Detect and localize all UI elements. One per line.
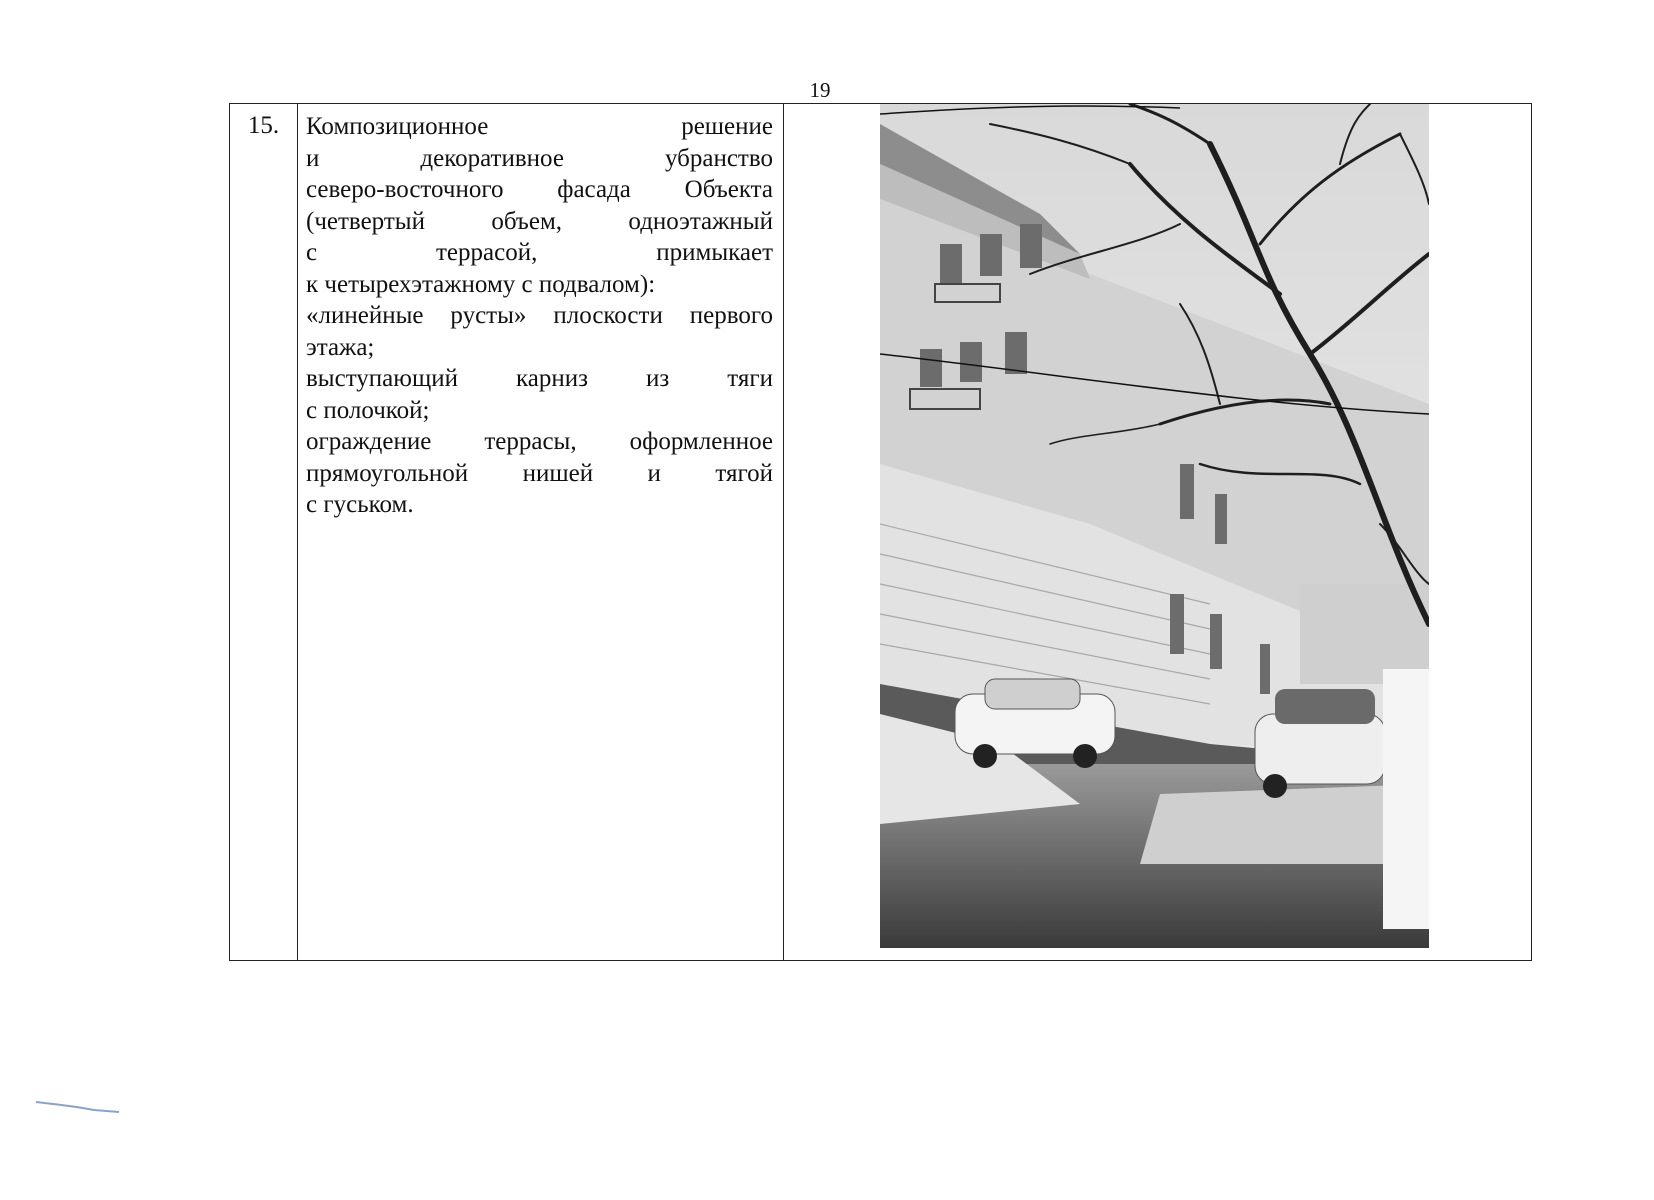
row-number-cell: [230, 104, 298, 961]
photo-cell: [784, 104, 1532, 961]
description-line: северо-восточного фасада Объекта: [306, 176, 773, 203]
building-facade-photo: [880, 104, 1429, 948]
description-line: с гуськом.: [306, 491, 414, 518]
description-line: и декоративное убранство: [306, 144, 773, 172]
description-line: выступающий карниз из тяги: [306, 365, 773, 392]
description-line: Композиционное решение: [306, 113, 773, 140]
description-cell: [298, 104, 784, 961]
description-line: к четырехэтажному с подвалом):: [306, 270, 656, 298]
page-number: 19: [809, 78, 831, 102]
description-line: этажа;: [306, 333, 375, 361]
table-row: [230, 104, 1532, 961]
scan-mark: [34, 1096, 124, 1116]
row-number: 15.: [247, 112, 280, 139]
description-table: [229, 103, 1532, 961]
description-line: прямоугольной нишей и тягой: [306, 459, 773, 487]
description-line: «линейные русты» плоскости первого: [306, 302, 773, 329]
description-line: с полочкой;: [306, 396, 430, 424]
description-text: [298, 104, 783, 521]
description-line: ограждение террасы, оформленное: [306, 428, 773, 455]
description-line: (четвертый объем, одноэтажный: [306, 207, 773, 235]
description-line: с террасой, примыкает: [306, 239, 773, 266]
